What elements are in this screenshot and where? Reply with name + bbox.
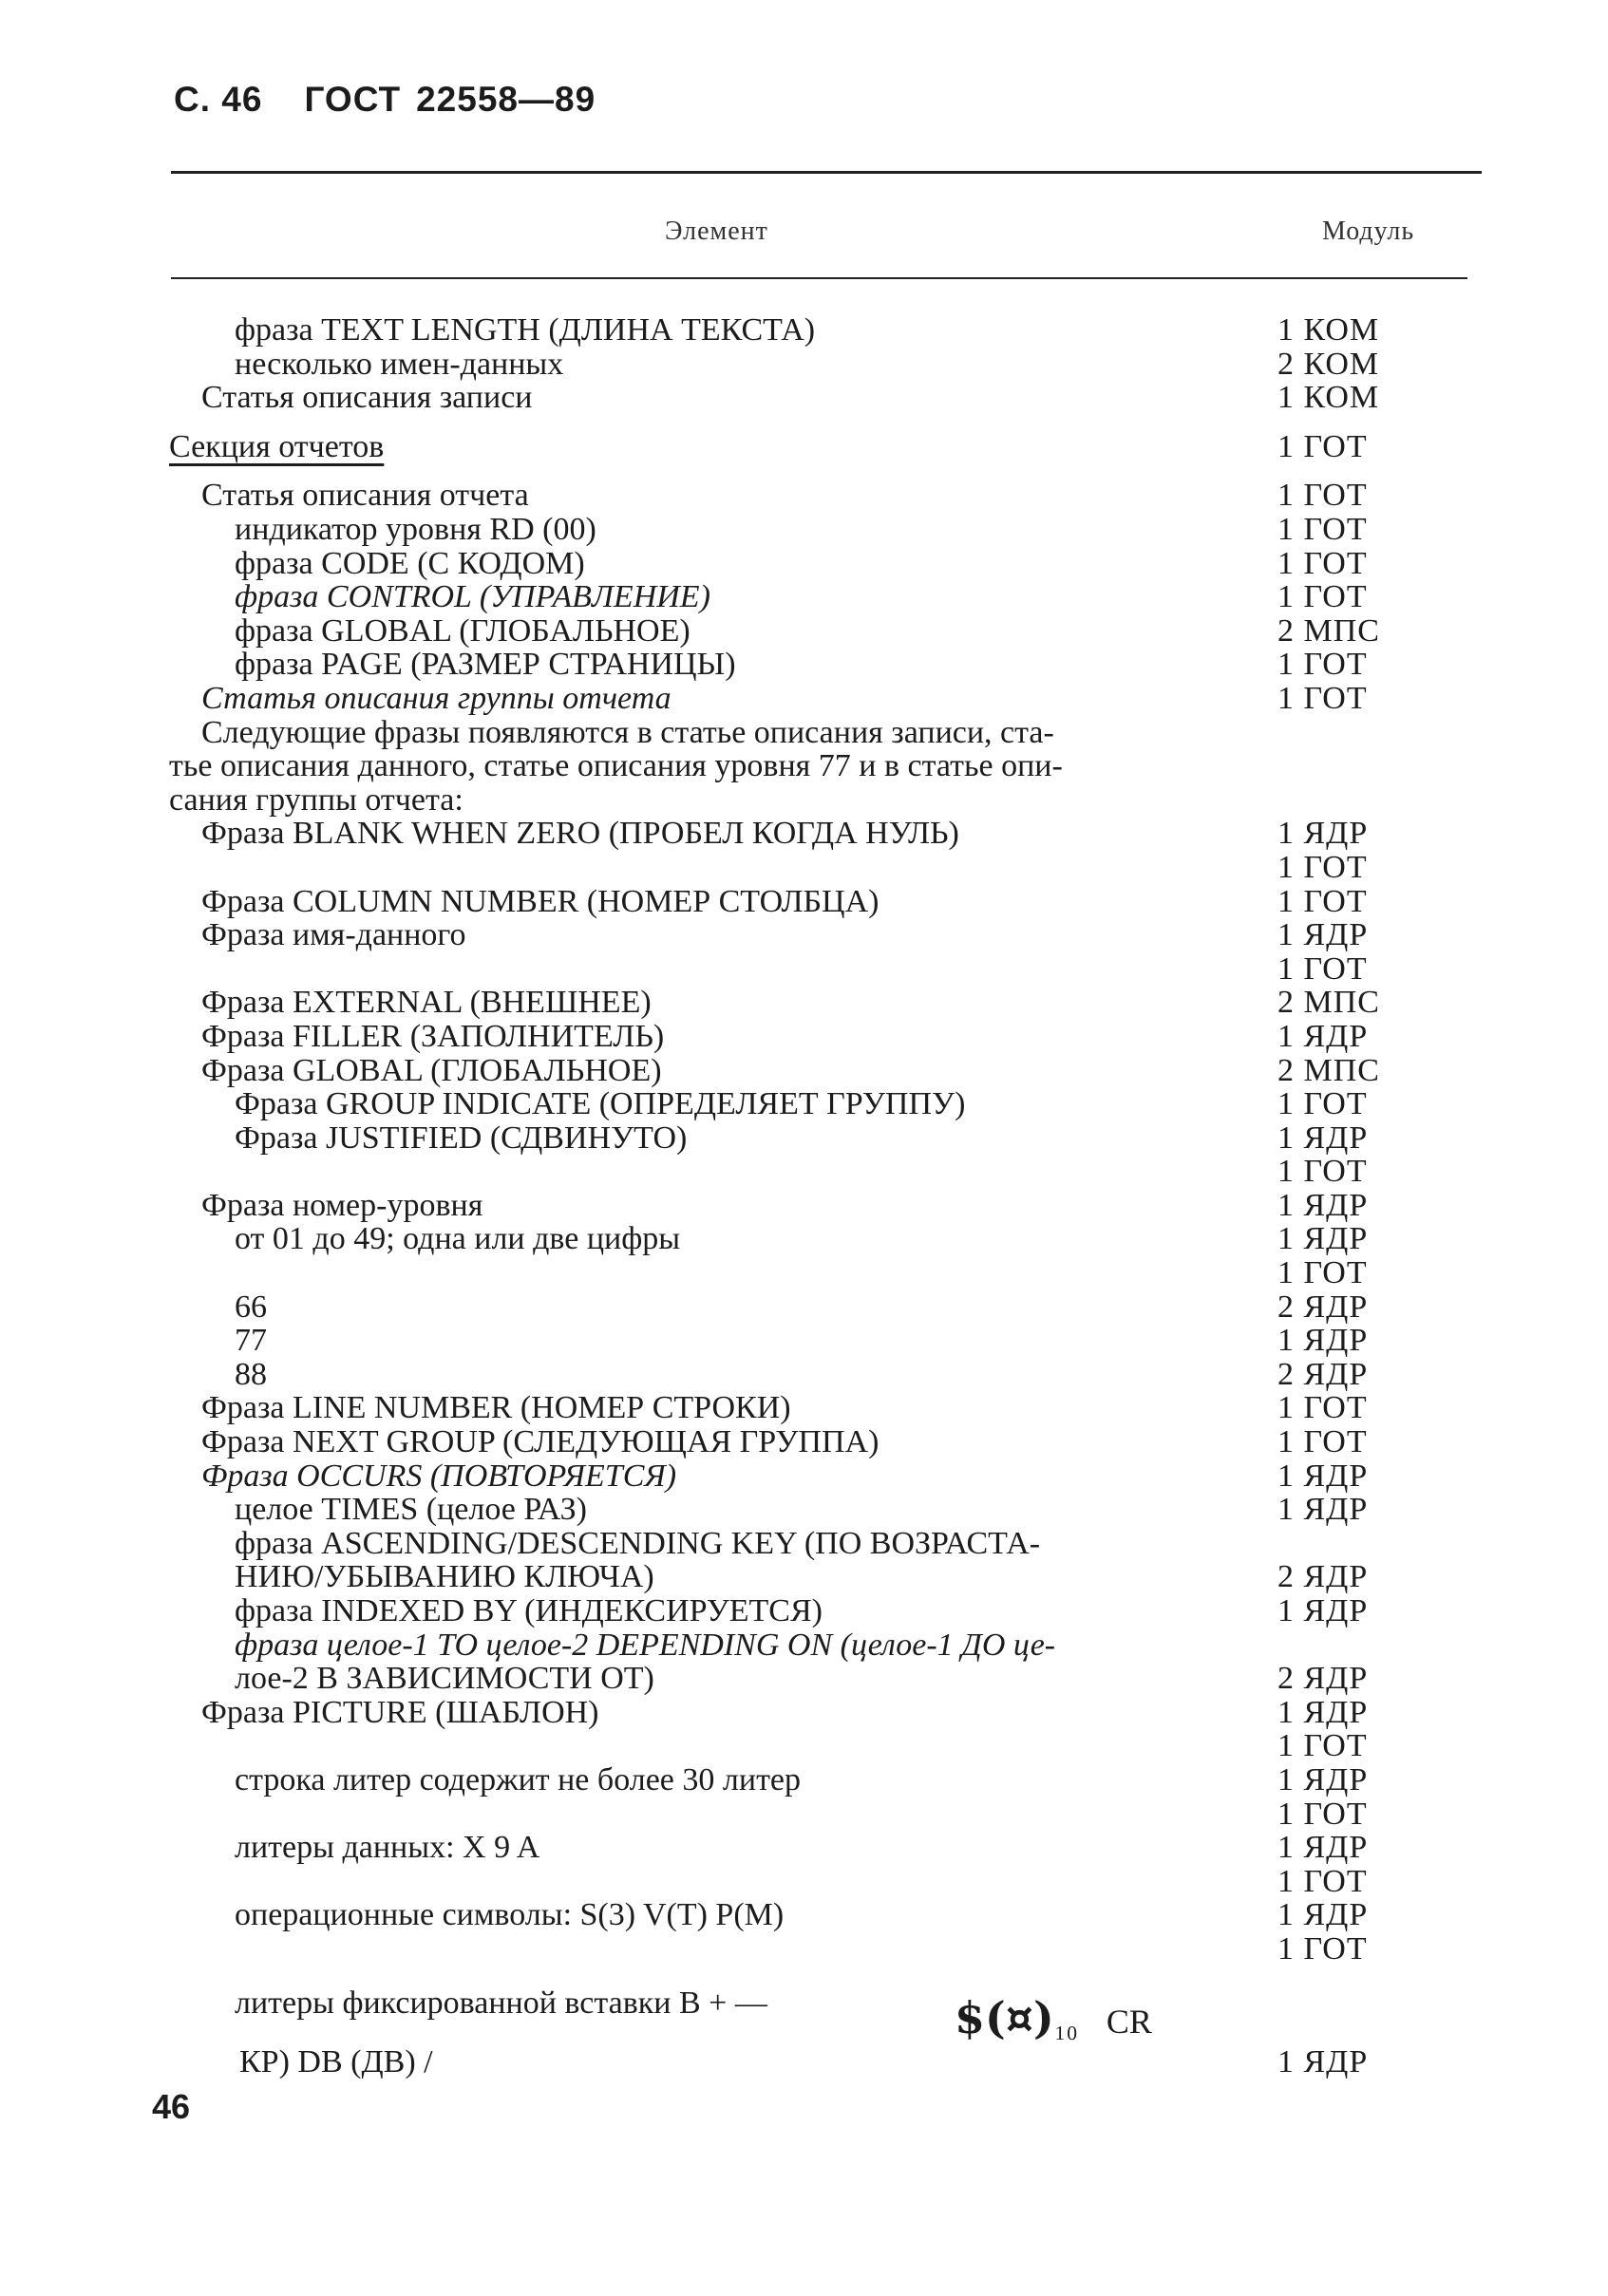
element-cell: Статья описания записи: [201, 380, 533, 416]
module-cell: 1 ЯДР: [1277, 1492, 1369, 1528]
element-cell: Фраза BLANK WHEN ZERO (ПРОБЕЛ КОГДА НУЛЬ): [201, 816, 959, 852]
module-cell: 2 МПС: [1277, 985, 1380, 1021]
table-row: [0, 1391, 1608, 1425]
table-row: [0, 2045, 1608, 2080]
table-row: [0, 716, 1608, 750]
module-cell: 1 ГОТ: [1277, 1930, 1368, 1967]
page-label: С. 46: [174, 80, 263, 119]
table-row: [0, 580, 1608, 614]
element-cell: 88: [235, 1356, 267, 1392]
table-row: [0, 1020, 1608, 1054]
module-cell: 1 КОМ: [1277, 312, 1380, 348]
module-cell: 1 ЯДР: [1277, 1593, 1369, 1628]
table-row: [0, 1527, 1608, 1561]
module-cell: 1 ГОТ: [1277, 680, 1368, 716]
module-cell: 1 ГОТ: [1277, 579, 1368, 615]
page-number: 46: [152, 2087, 191, 2126]
module-cell: 1 ЯДР: [1277, 1458, 1369, 1494]
module-cell: 1 ЯДР: [1277, 816, 1369, 852]
table-row: [0, 1594, 1608, 1628]
table-row: [0, 1459, 1608, 1494]
element-cell: Следующие фразы появляются в статье описания записи, ста-: [201, 714, 1054, 750]
table-row: [0, 1729, 1608, 1763]
element-cell: Статья описания отчета: [201, 478, 529, 514]
table-row: [0, 1324, 1608, 1358]
module-cell: 1 ГОТ: [1277, 1255, 1368, 1291]
module-cell: 1 ГОТ: [1277, 545, 1368, 581]
module-cell: 1 ГОТ: [1277, 883, 1368, 919]
element-cell: тье описания данного, статье описания уровня 77 и в статье опи-: [169, 748, 1063, 784]
module-cell: 1 ГОТ: [1277, 512, 1368, 547]
table-row: [0, 1256, 1608, 1290]
module-cell: 1 ЯДР: [1277, 1761, 1369, 1797]
module-cell: 1 ЯДР: [1277, 1897, 1369, 1933]
element-cell: КР) DB (ДВ) /: [239, 2044, 433, 2080]
element-cell: Фраза EXTERNAL (ВНЕШНЕЕ): [201, 985, 652, 1021]
element-cell: фраза CODE (С КОДОМ): [235, 545, 585, 581]
element-cell: сания группы отчета:: [169, 781, 463, 818]
table-row: [0, 381, 1608, 415]
element-cell: фраза целое-1 TO целое-2 DEPENDING ON (целое-1 ДО це-: [235, 1627, 1056, 1663]
table-row: [0, 1087, 1608, 1121]
table-row: [0, 1155, 1608, 1189]
table-row: [0, 1763, 1608, 1797]
table-row: [0, 430, 1608, 464]
module-cell: 1 ГОТ: [1277, 1154, 1368, 1190]
module-cell: 1 ЯДР: [1277, 1830, 1369, 1866]
module-cell: 2 ЯДР: [1277, 1661, 1369, 1697]
table-body: [0, 313, 1608, 2080]
table-row: [0, 1222, 1608, 1256]
column-header-element: Элемент: [665, 216, 768, 246]
element-cell: Фраза COLUMN NUMBER (НОМЕР СТОЛБЦА): [201, 883, 880, 919]
table-row: [0, 817, 1608, 851]
table-row: [0, 682, 1608, 716]
module-cell: 1 ГОТ: [1277, 849, 1368, 885]
element-cell: 66: [235, 1289, 267, 1325]
module-cell: 1 ЯДР: [1277, 2044, 1369, 2080]
module-cell: 1 ГОТ: [1277, 1728, 1368, 1764]
module-cell: 1 КОМ: [1277, 380, 1380, 416]
module-cell: 1 ЯДР: [1277, 1187, 1369, 1223]
module-cell: 1 ЯДР: [1277, 1323, 1369, 1359]
cr-symbol: CR: [1106, 2003, 1152, 2041]
element-cell: фраза ASCENDING/DESCENDING KEY (ПО ВОЗРАСТА-: [235, 1525, 1041, 1561]
table-row: [0, 1797, 1608, 1832]
element-cell: операционные символы: S(3) V(T) P(M): [235, 1897, 785, 1933]
table-row: [0, 1425, 1608, 1459]
element-cell: фраза INDEXED BY (ИНДЕКСИРУЕТСЯ): [235, 1593, 823, 1628]
module-cell: 1 ЯДР: [1277, 1120, 1369, 1156]
table-row: [0, 348, 1608, 382]
standard-number: 22558—89: [416, 80, 596, 119]
element-cell: Фраза FILLER (ЗАПОЛНИТЕЛЬ): [201, 1018, 665, 1054]
element-cell: НИЮ/УБЫВАНИЮ КЛЮЧА): [235, 1559, 654, 1595]
element-cell: литеры данных: X 9 A: [235, 1830, 540, 1866]
special-symbols: [955, 1992, 1152, 2043]
element-cell: Секция отчетов: [169, 428, 385, 464]
element-cell: Фраза JUSTIFIED (СДВИНУТО): [235, 1120, 688, 1156]
currency-symbol-mark: $(¤): [955, 1992, 1054, 2043]
element-cell: Статья описания группы отчета: [201, 680, 672, 716]
table-row: [0, 1662, 1608, 1696]
element-cell: строка литер содержит не более 30 литер: [235, 1761, 802, 1797]
module-cell: 2 МПС: [1277, 1052, 1380, 1088]
table-row: [0, 614, 1608, 649]
table-row: [0, 1898, 1608, 1932]
element-cell: Фраза GROUP INDICATE (ОПРЕДЕЛЯЕТ ГРУППУ): [235, 1086, 966, 1122]
element-cell: Фраза OCCURS (ПОВТОРЯЕТСЯ): [201, 1458, 677, 1494]
element-cell: фраза GLOBAL (ГЛОБАЛЬНОЕ): [235, 612, 690, 649]
module-cell: 1 ГОТ: [1277, 1424, 1368, 1460]
page-header: [174, 80, 596, 120]
module-cell: 1 ЯДР: [1277, 1018, 1369, 1054]
table-row: [0, 648, 1608, 682]
table-row: [0, 851, 1608, 885]
table-row: [0, 1628, 1608, 1663]
table-row: [0, 1493, 1608, 1527]
header-rule: [171, 277, 1467, 279]
table-row: [0, 479, 1608, 513]
element-cell: Фраза GLOBAL (ГЛОБАЛЬНОЕ): [201, 1052, 662, 1088]
table-row: [0, 1290, 1608, 1325]
table-row: [0, 463, 1608, 479]
element-cell: целое TIMES (целое РАЗ): [235, 1492, 587, 1528]
element-cell: лое-2 В ЗАВИСИМОСТИ ОТ): [235, 1661, 654, 1697]
table-row: [0, 2020, 1608, 2045]
element-cell: несколько имен-данных: [235, 346, 564, 382]
element-cell: фраза CONTROL (УПРАВЛЕНИЕ): [235, 579, 710, 615]
element-cell: литеры фиксированной вставки B + —: [235, 1985, 767, 2021]
table-row: [0, 1121, 1608, 1156]
module-cell: 2 КОМ: [1277, 346, 1380, 382]
table-row: [0, 1865, 1608, 1899]
element-cell: фраза PAGE (РАЗМЕР СТРАНИЦЫ): [235, 647, 736, 683]
table-row: [0, 918, 1608, 952]
module-cell: 1 ГОТ: [1277, 950, 1368, 987]
element-cell: 77: [235, 1323, 267, 1359]
table-row: [0, 1560, 1608, 1594]
module-cell: 1 ЯДР: [1277, 1694, 1369, 1730]
table-row: [0, 986, 1608, 1020]
table-row: [0, 1932, 1608, 1967]
table-row: [0, 1986, 1608, 2021]
module-cell: 1 ГОТ: [1277, 1390, 1368, 1426]
table-row: [0, 313, 1608, 348]
table-row: [0, 952, 1608, 987]
module-cell: 1 ГОТ: [1277, 1796, 1368, 1832]
standard-label: ГОСТ: [304, 80, 402, 119]
element-cell: Фраза номер-уровня: [201, 1187, 483, 1223]
top-rule: [171, 171, 1482, 174]
element-cell: Фраза имя-данного: [201, 917, 466, 953]
table-row: [0, 1054, 1608, 1088]
module-cell: 1 ГОТ: [1277, 1863, 1368, 1899]
module-cell: 1 ЯДР: [1277, 917, 1369, 953]
module-cell: 2 ЯДР: [1277, 1356, 1369, 1392]
module-cell: 1 ГОТ: [1277, 647, 1368, 683]
table-row: [0, 1831, 1608, 1865]
module-cell: 1 ГОТ: [1277, 478, 1368, 514]
module-cell: 1 ЯДР: [1277, 1221, 1369, 1257]
table-row: [0, 415, 1608, 430]
element-cell: индикатор уровня RD (00): [235, 512, 596, 547]
table-row: [0, 1189, 1608, 1223]
module-cell: 1 ГОТ: [1277, 1086, 1368, 1122]
module-cell: 2 ЯДР: [1277, 1559, 1369, 1595]
column-header-module: Модуль: [1322, 216, 1415, 246]
table-row: [0, 547, 1608, 581]
table-row: [0, 1358, 1608, 1392]
module-cell: 1 ГОТ: [1277, 428, 1368, 464]
table-row: [0, 513, 1608, 547]
element-cell: Фраза PICTURE (ШАБЛОН): [201, 1694, 599, 1730]
module-cell: 2 ЯДР: [1277, 1289, 1369, 1325]
table-row: [0, 885, 1608, 919]
currency-symbol-suffix: ₁₀: [1053, 2003, 1078, 2041]
element-cell: Фраза LINE NUMBER (НОМЕР СТРОКИ): [201, 1390, 791, 1426]
element-cell: Фраза NEXT GROUP (СЛЕДУЮЩАЯ ГРУППА): [201, 1424, 880, 1460]
table-row: [0, 1967, 1608, 1986]
element-cell: от 01 до 49; одна или две цифры: [235, 1221, 681, 1257]
module-cell: 2 МПС: [1277, 612, 1380, 649]
table-row: [0, 749, 1608, 783]
table-row: [0, 1696, 1608, 1730]
table-row: [0, 783, 1608, 818]
element-cell: фраза TEXT LENGTH (ДЛИНА ТЕКСТА): [235, 312, 816, 348]
